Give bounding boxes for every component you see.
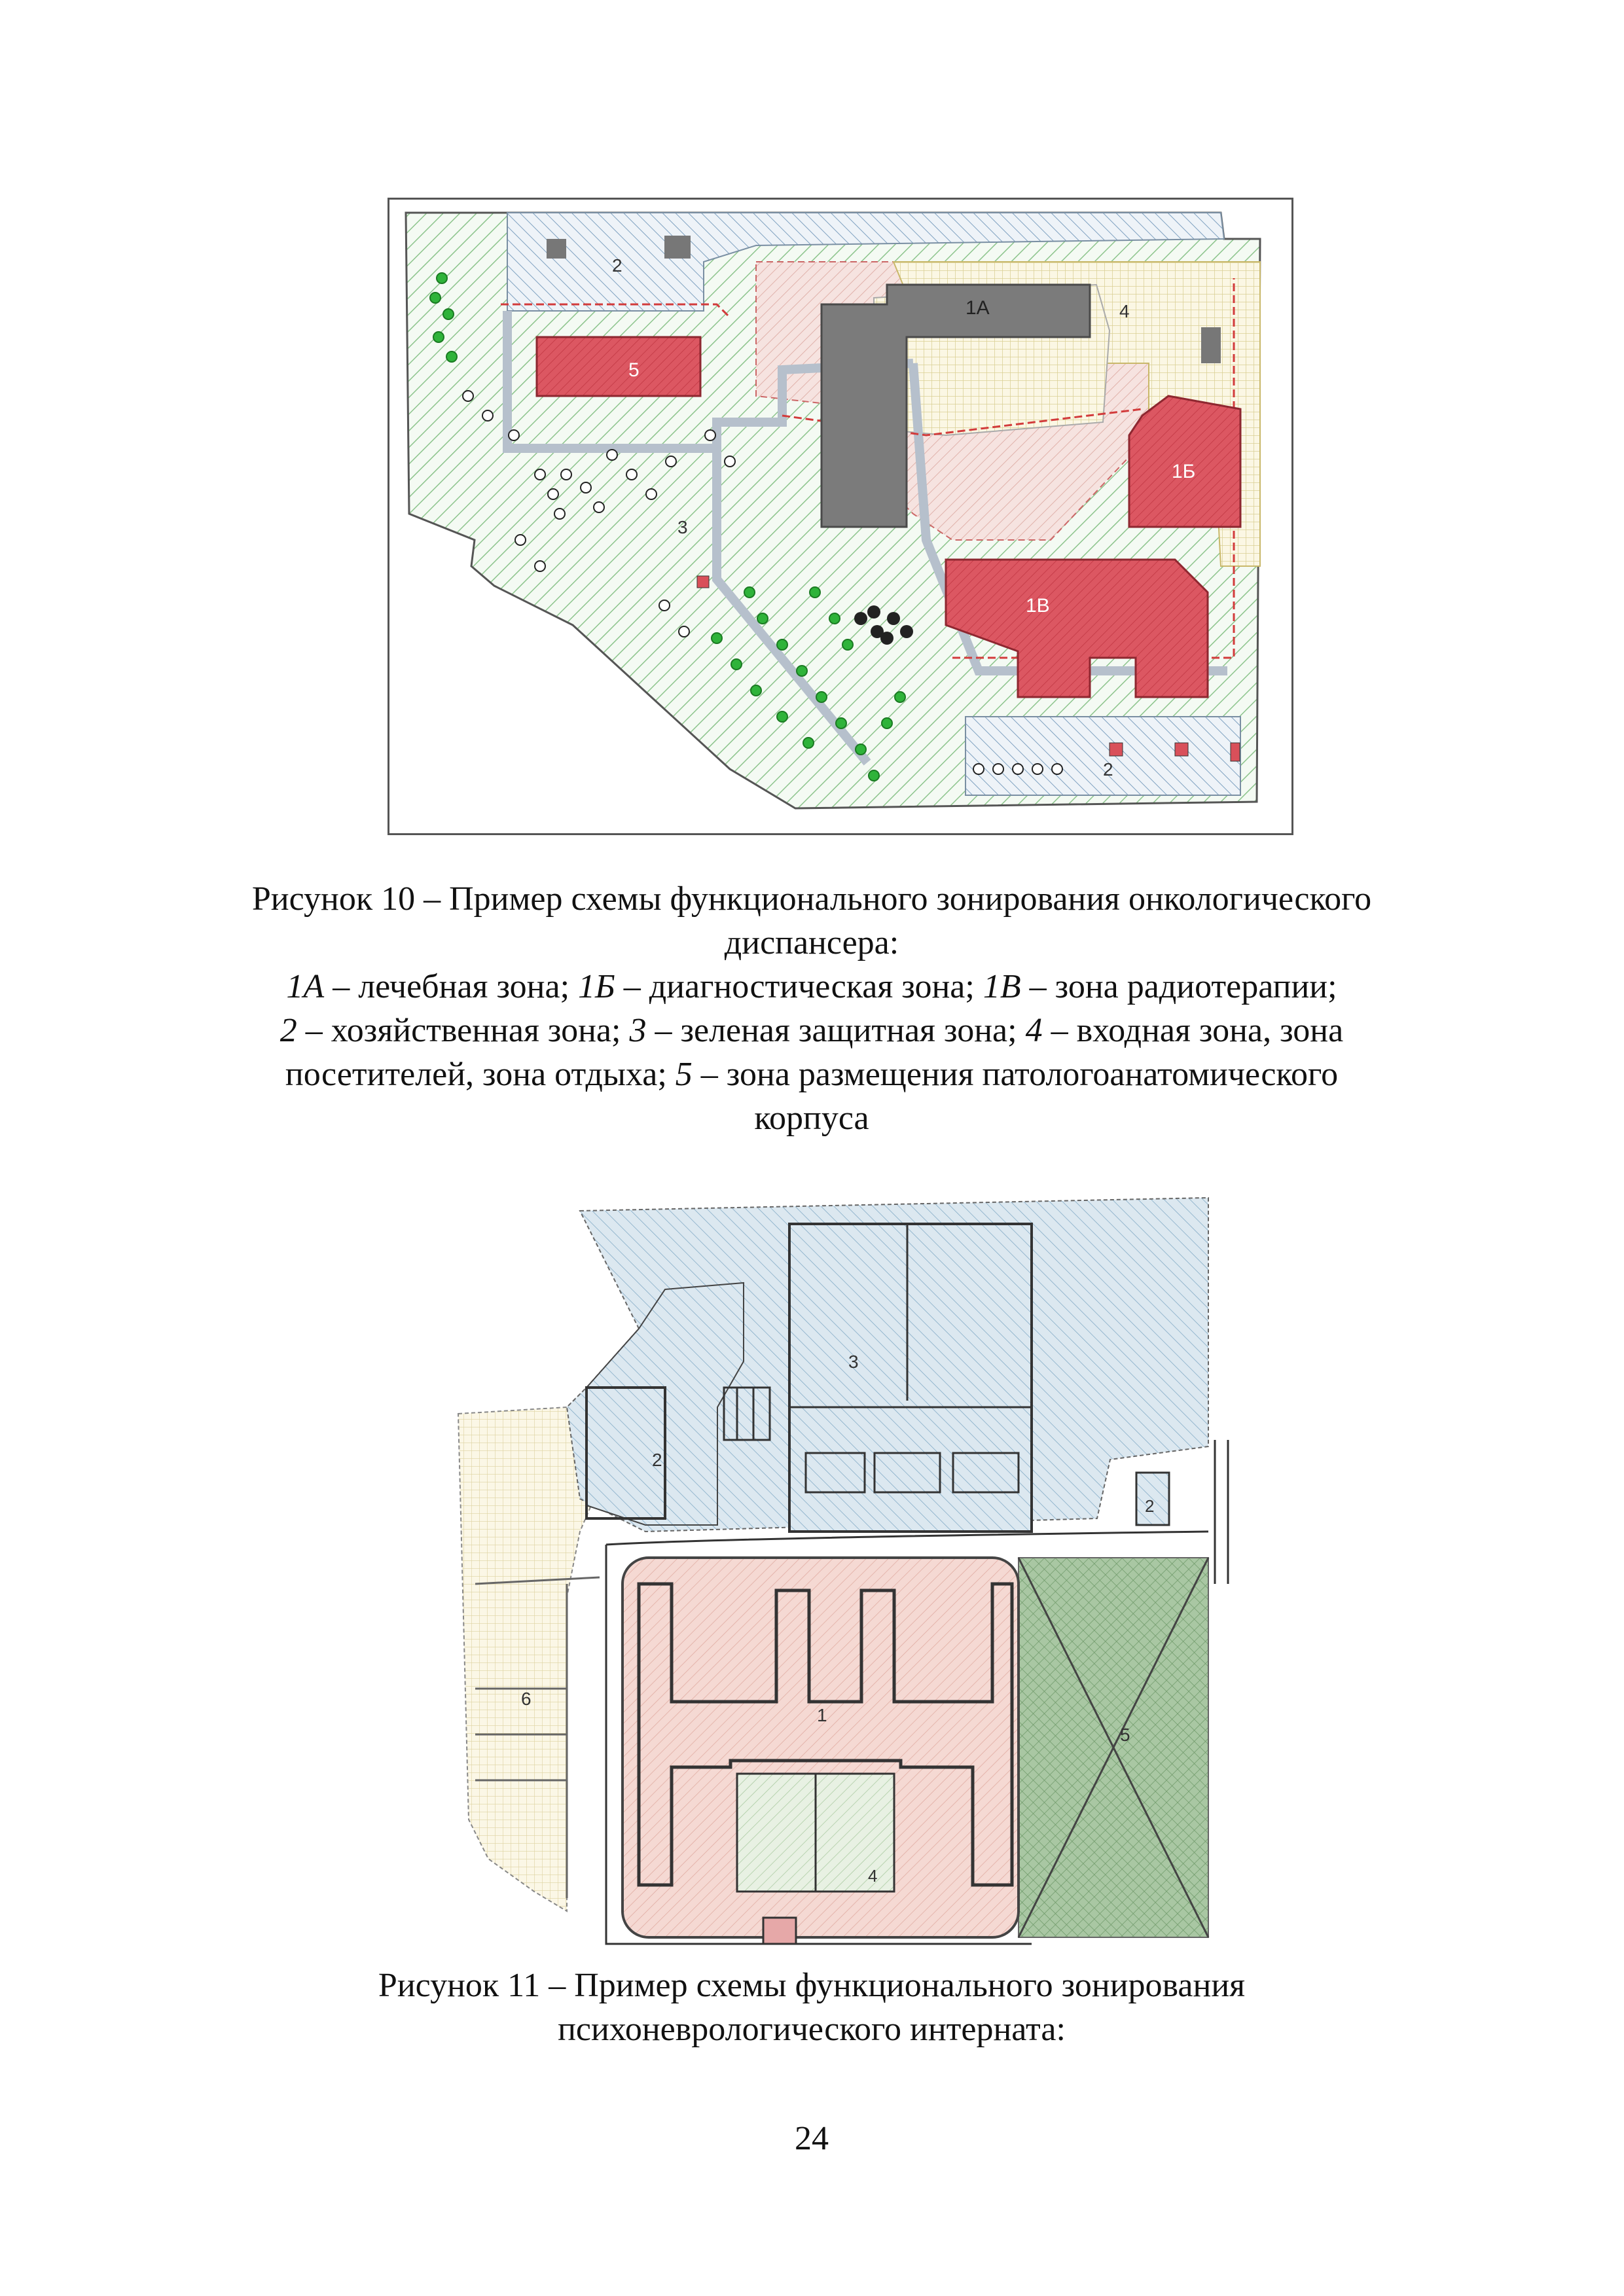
zone-2-bottom-service-area	[965, 717, 1240, 795]
label-4: 4	[1119, 301, 1130, 321]
page-number: 24	[795, 2120, 829, 2157]
label-2-bottom: 2	[1103, 759, 1113, 780]
label-1: 1	[817, 1705, 827, 1725]
entrance-gate	[763, 1918, 796, 1944]
caption-10-line-4: 2 – хозяйственная зона; 3 – зеленая защитная зона; 4 – входная зона, зона	[280, 1012, 1344, 1049]
figure-11-psychoneurological-zoning-plan	[456, 1191, 1241, 1964]
caption-10-line-6: корпуса	[754, 1100, 869, 1137]
label-1v: 1В	[1026, 595, 1050, 617]
caption-10-line-2: диспансера:	[724, 924, 899, 961]
small-building	[1110, 743, 1123, 756]
label-6: 6	[521, 1689, 532, 1709]
sports-field-3	[789, 1224, 1032, 1532]
building-5-pathology	[537, 337, 700, 396]
small-building	[547, 239, 566, 259]
caption-10-line-3: 1А – лечебная зона; 1Б – диагностическая зона; 1В – зона радиотерапии;	[286, 968, 1337, 1005]
small-building	[1175, 743, 1188, 756]
label-3: 3	[677, 517, 688, 537]
label-1b: 1Б	[1172, 461, 1196, 482]
label-3: 3	[848, 1352, 859, 1372]
label-5: 5	[628, 359, 640, 381]
small-building	[697, 576, 709, 588]
small-building	[664, 236, 691, 259]
figure-11-caption	[164, 1964, 1460, 2051]
label-4: 4	[868, 1866, 878, 1886]
oncology-site-plan	[389, 200, 1291, 833]
caption-11-line-2: психоневрологического интерната:	[558, 2011, 1066, 2048]
label-2-top: 2	[612, 255, 623, 276]
label-5: 5	[1120, 1725, 1130, 1745]
psychoneurological-site-plan	[456, 1191, 1241, 1964]
caption-10-line-5: посетителей, зона отдыха; 5 – зона размещения патологоанатомического	[285, 1056, 1339, 1093]
label-1a: 1А	[965, 297, 990, 319]
street-edge	[1215, 1440, 1228, 1584]
caption-11-line-1: Рисунок 11 – Пример схемы функционального зонирования	[378, 1967, 1246, 2004]
figure-10-oncology-zoning-plan	[388, 198, 1293, 835]
caption-10-line-1: Рисунок 10 – Пример схемы функционального зонирования онкологического	[251, 880, 1372, 918]
figure-10-caption	[164, 877, 1460, 1140]
label-2-left: 2	[652, 1450, 662, 1470]
small-building	[1231, 743, 1240, 761]
small-building	[1201, 327, 1221, 363]
label-2-right: 2	[1145, 1496, 1155, 1516]
